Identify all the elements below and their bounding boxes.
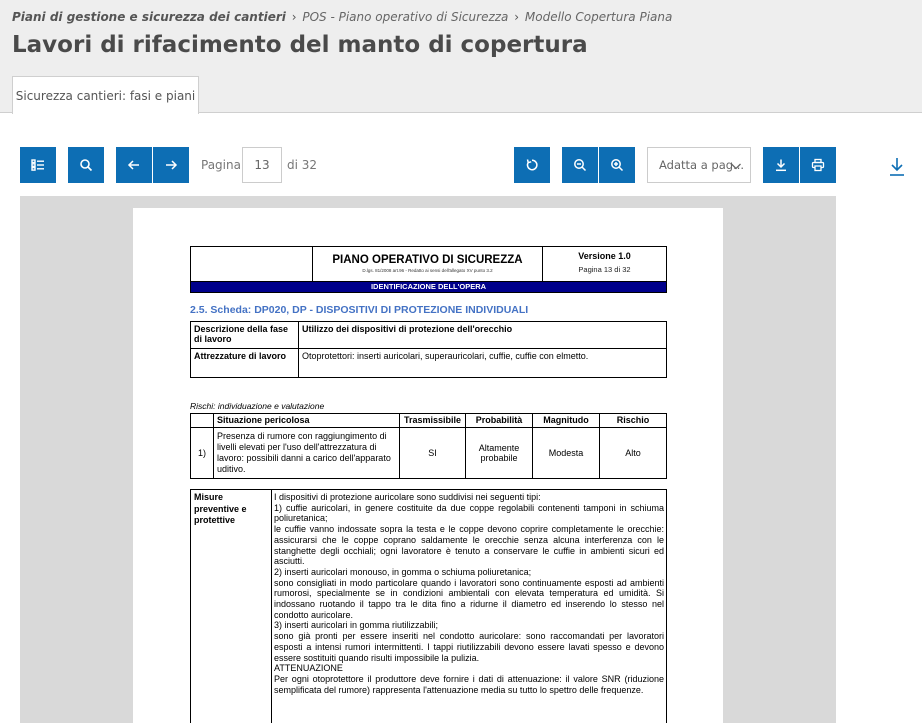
page-number-input[interactable] xyxy=(242,147,282,183)
arrow-right-icon xyxy=(164,158,178,172)
search-button[interactable] xyxy=(68,147,104,183)
risk-cell: SI xyxy=(400,428,466,478)
risk-header-cell: Magnitudo xyxy=(533,414,600,428)
sidebar-toggle-icon xyxy=(31,158,45,172)
breadcrumb-item-model: Modello Copertura Piana xyxy=(524,10,673,24)
document-page-number: Pagina 13 di 32 xyxy=(578,265,631,274)
zoom-in-icon xyxy=(610,158,624,172)
document-header xyxy=(190,246,667,293)
measures-line: I dispositivi di protezione auricolare sono suddivisi nei seguenti tipi: xyxy=(274,492,541,502)
download-icon xyxy=(774,158,788,172)
pdf-viewer[interactable] xyxy=(20,196,836,723)
zoom-out-button[interactable] xyxy=(562,147,598,183)
measures-line: 3) inserti auricolari in gomma riutilizzabili; xyxy=(274,620,439,631)
risk-header-cell: Probabilità xyxy=(466,414,533,428)
measures-line: sono già pronti per essere inseriti nel condotto auricolare: sono raccomandati per lavoratori esposti a intensi rumori intermittenti. I tappi riutilizzabili devono essere lavati spesso e devono essere sostituiti quando risulti impossibile la pulizia. xyxy=(274,631,664,663)
breadcrumb-separator: › xyxy=(291,10,297,24)
breadcrumb-separator: › xyxy=(514,10,520,24)
measures-text xyxy=(272,490,666,695)
risk-cell: Alto xyxy=(625,448,641,458)
measures-table xyxy=(190,489,667,723)
rotate-button[interactable] xyxy=(514,147,550,183)
risk-cell: Modesta xyxy=(533,428,600,478)
document-version: Versione 1.0 xyxy=(578,251,631,261)
page-label: Pagina xyxy=(201,158,241,172)
measures-label: Misure preventive e protettive xyxy=(191,490,272,723)
search-icon xyxy=(79,158,93,172)
measures-line: le cuffie vanno indossate sopra la testa e le coppe devono coprire completamente le orecchie: assicurarsi che le coppe coprano saldamente le orecchie senza alcuna interferenza con le stanghette degli occhiali; ogni lavoratore è tenuto a conservare le cuffie in ambienti sicuri ed asciutti. xyxy=(274,524,664,567)
sidebar-toggle-button[interactable] xyxy=(20,147,56,183)
risk-table xyxy=(190,413,667,479)
phase-desc-label: Descrizione della fase di lavoro xyxy=(191,322,299,349)
risks-title: Rischi: individuazione e valutazione xyxy=(190,401,325,411)
zoom-out-icon xyxy=(573,158,587,172)
zoom-select[interactable] xyxy=(647,147,751,183)
download-button[interactable] xyxy=(763,147,799,183)
arrow-left-icon xyxy=(127,158,141,172)
download-icon[interactable] xyxy=(886,156,908,178)
breadcrumb-item-root[interactable]: Piani di gestione e sicurezza dei cantieri xyxy=(12,10,286,24)
risk-header-cell: Situazione pericolosa xyxy=(214,414,400,428)
breadcrumb xyxy=(12,10,672,24)
rotate-icon xyxy=(525,158,539,172)
phase-table xyxy=(190,321,667,378)
next-page-button[interactable] xyxy=(153,147,189,183)
zoom-in-button[interactable] xyxy=(599,147,635,183)
section-title: 2.5. Scheda: DP020, DP - DISPOSITIVI DI PROTEZIONE INDIVIDUALI xyxy=(190,304,529,316)
document-band: IDENTIFICAZIONE DELL'OPERA xyxy=(191,282,666,292)
pdf-page xyxy=(133,208,723,723)
phase-desc-value: Utilizzo dei dispositivi di protezione dell'orecchio xyxy=(299,322,666,349)
document-subtitle: D.lgs. 81/2008 art.96 - Redatto ai sensi dell'allegato XV punto 3.2 xyxy=(362,268,493,273)
page-total: di 32 xyxy=(287,158,318,172)
document-header-title-cell xyxy=(313,247,543,282)
risk-header-cell xyxy=(191,414,214,428)
print-button[interactable] xyxy=(800,147,836,183)
measures-line: sono consigliati in modo particolare quando i lavoratori sono continuamente esposti ad ambienti rumorosi, specialmente se in condizioni ambientali con elevata temperatura ed umidità. Si indossano ruotando il tappo tra le dita fino a ridurne il diametro ed inserendo lo stesso nel condotto auricolare. xyxy=(274,577,664,620)
document-header-logo-cell xyxy=(191,247,313,282)
risk-cell: 1) xyxy=(191,428,214,478)
risk-cell: Presenza di rumore con raggiungimento di livelli elevati per l'uso dell'attrezzatura di lavoro: possibili danni a carico dell'apparato uditivo. xyxy=(214,428,400,478)
risk-header-cell: Rischio xyxy=(600,414,666,428)
risk-cell: Altamente probabile xyxy=(466,428,533,478)
measures-line: 1) cuffie auricolari, in genere costituite da due coppe regolabili contenenti tamponi in schiuma poliuretanica; xyxy=(274,502,664,524)
document-title: PIANO OPERATIVO DI SICUREZZA xyxy=(332,254,523,266)
page-header xyxy=(0,0,922,113)
measures-line: 2) inserti auricolari monouso, in gomma o schiuma poliuretanica; xyxy=(274,566,532,577)
measures-line: Per ogni otoprotettore il produttore deve fornire i dati di attenuazione: il valore SNR (riduzione semplificata del rumore) rappresenta l'attenuazione media su tutto lo spettro delle frequenze. xyxy=(274,673,664,695)
page-title: Lavori di rifacimento del manto di copertura xyxy=(12,32,588,58)
tab-sicurezza-cantieri[interactable]: Sicurezza cantieri: fasi e piani xyxy=(12,76,199,114)
breadcrumb-item-pos[interactable]: POS - Piano operativo di Sicurezza xyxy=(302,10,509,24)
print-icon xyxy=(811,158,825,172)
risk-header-cell: Trasmissibile xyxy=(400,414,466,428)
measures-line: ATTENUAZIONE xyxy=(274,663,343,674)
previous-page-button[interactable] xyxy=(116,147,152,183)
pdf-toolbar xyxy=(0,147,922,183)
phase-equip-label: Attrezzature di lavoro xyxy=(191,349,299,377)
zoom-select-value: Adatta a pag... xyxy=(659,158,745,172)
document-header-version-cell xyxy=(543,247,666,282)
chevron-down-icon xyxy=(730,160,742,172)
phase-equip-value: Otoprotettori: inserti auricolari, superauricolari, cuffie, cuffie con elmetto. xyxy=(302,351,589,361)
